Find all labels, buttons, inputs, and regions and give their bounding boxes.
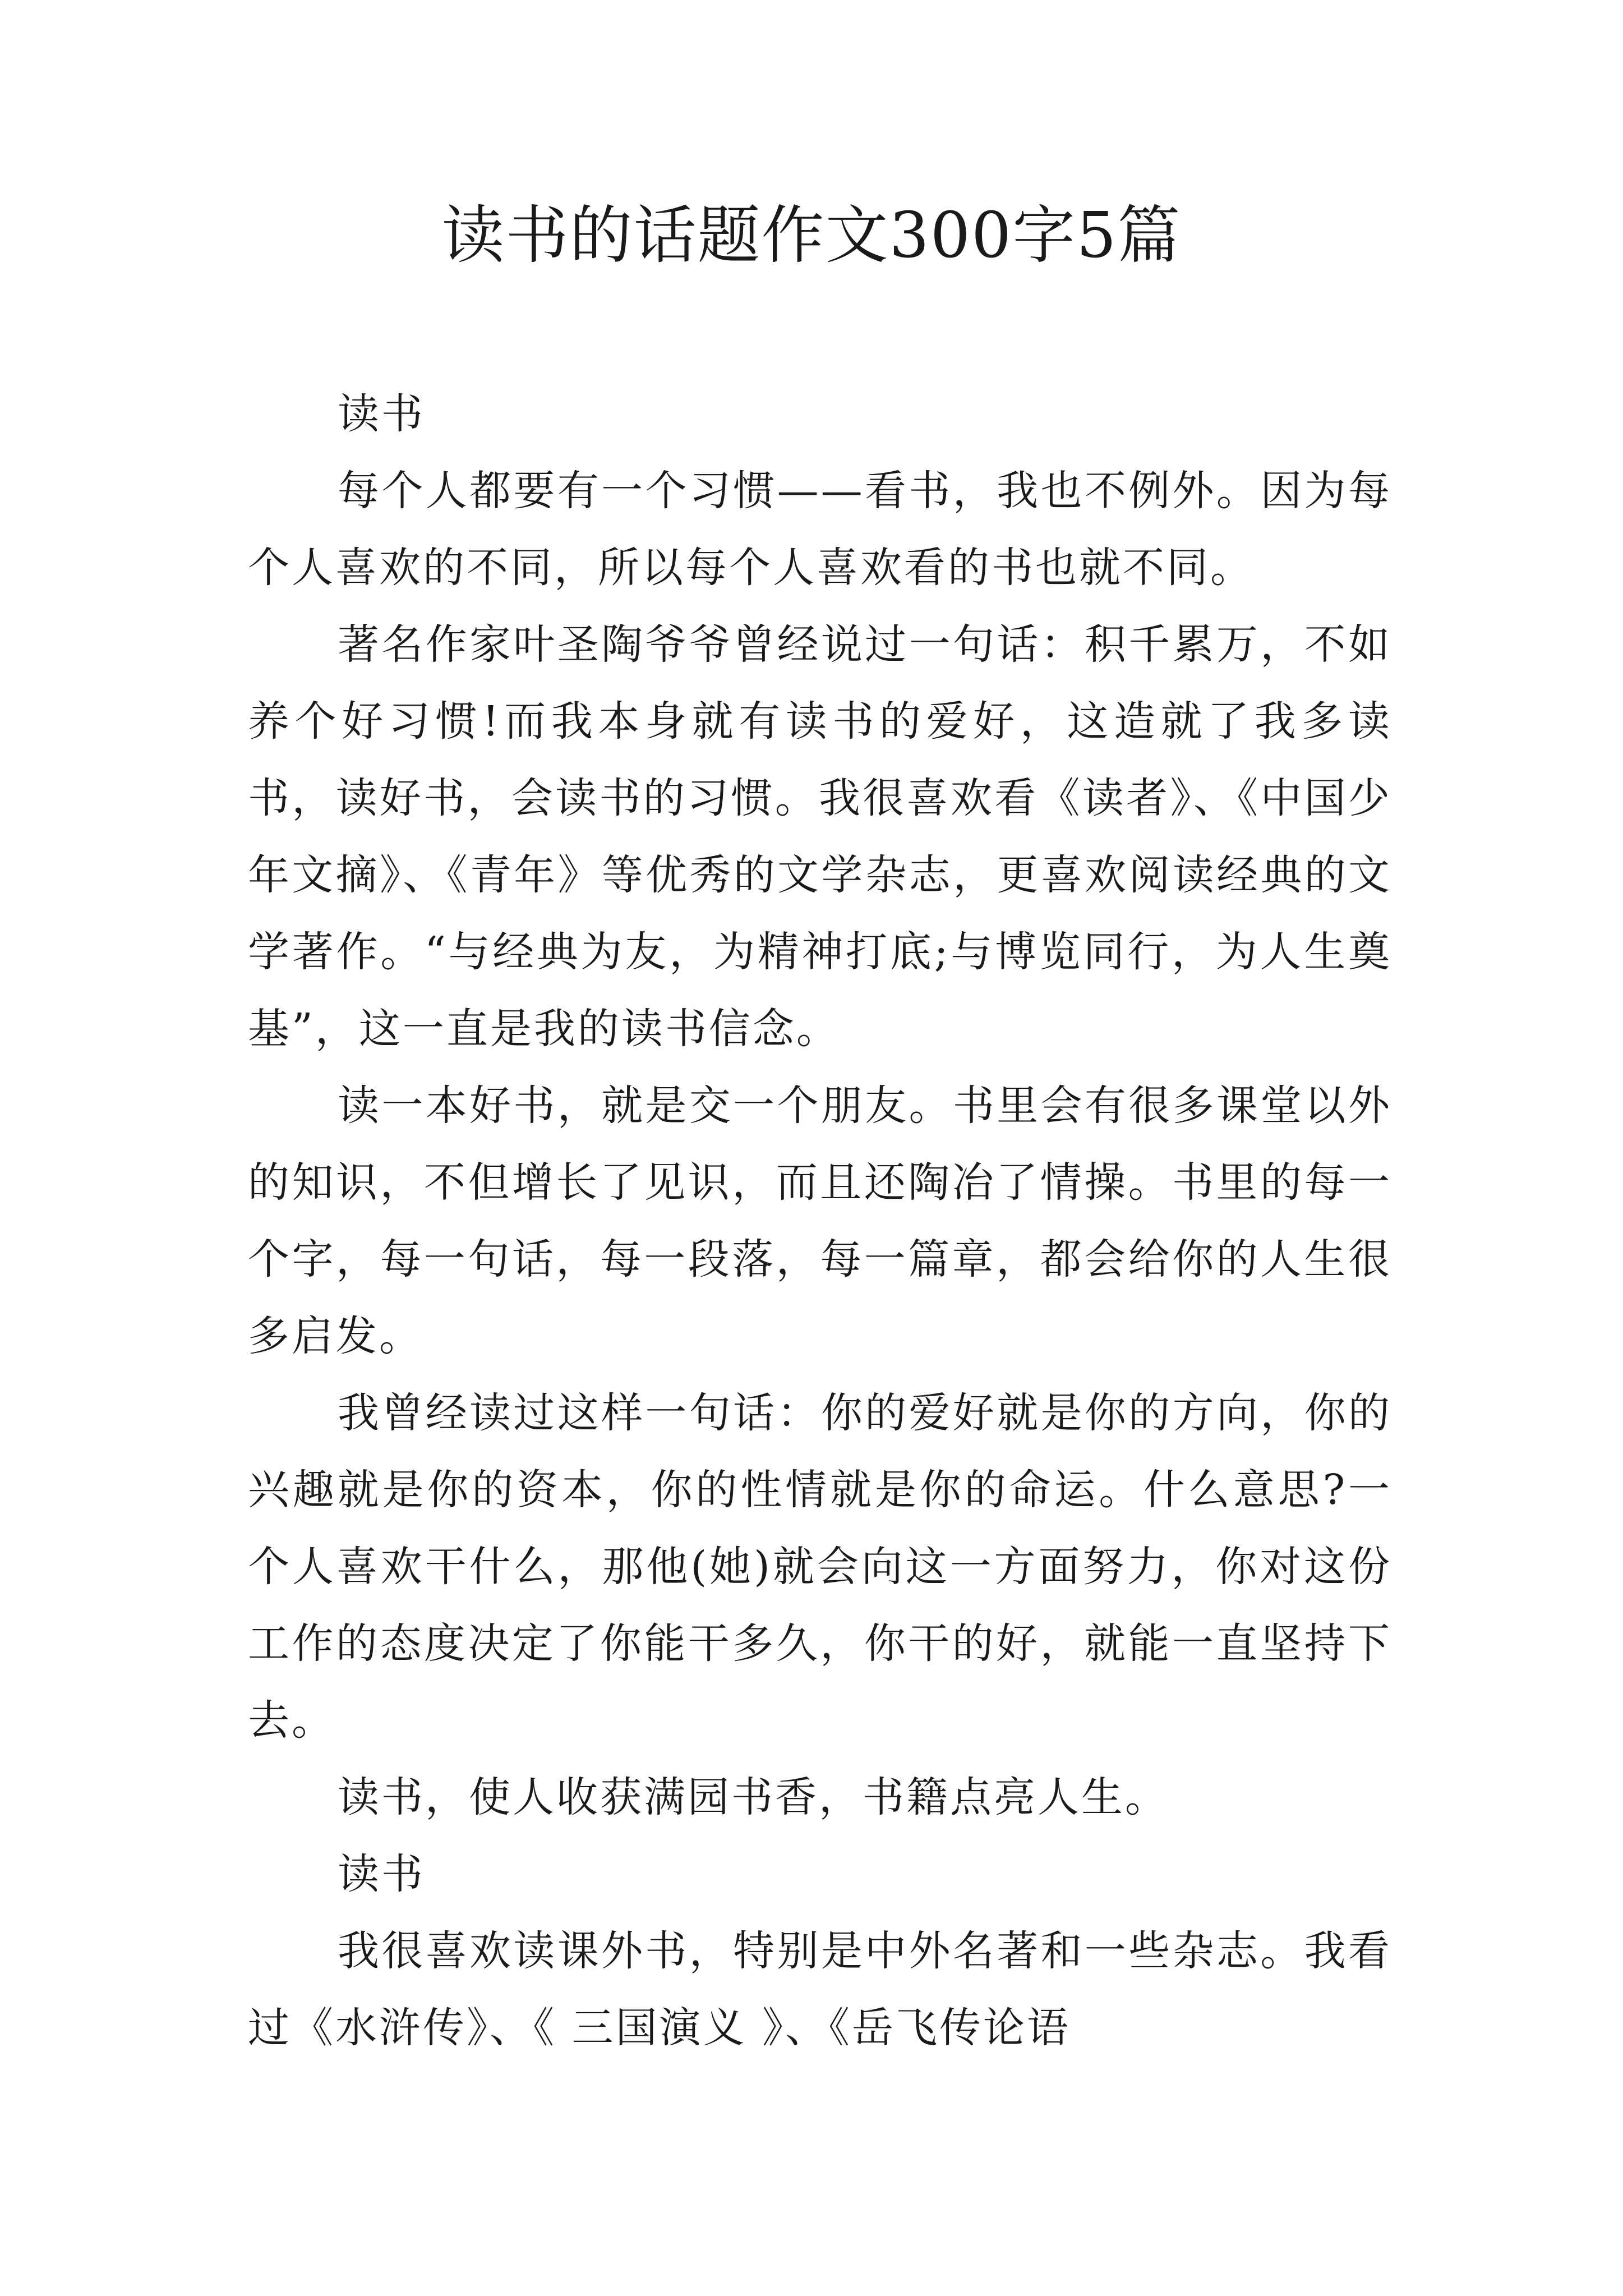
paragraph-heading-2: 读书: [338, 1850, 425, 1898]
document-body: [248, 376, 1392, 2067]
paragraph: 我曾经读过这样一句话：你的爱好就是你的方向，你的兴趣就是你的资本，你的性情就是你的命运。什么意思?一个人喜欢干什么，那他(她)就会向这一方面努力，你对这份工作的态度决定了你能干多久，你干的好，就能一直坚持下去。: [248, 1389, 1392, 1745]
paragraph: 每个人都要有一个习惯——看书，我也不例外。因为每个人喜欢的不同，所以每个人喜欢看的书也就不同。: [248, 467, 1392, 592]
paragraph: 读书，使人收获满园书香，书籍点亮人生。: [338, 1773, 1169, 1821]
paragraph: 读一本好书，就是交一个朋友。书里会有很多课堂以外的知识，不但增长了见识，而且还陶冶了情操。书里的每一个字，每一句话，每一段落，每一篇章，都会给你的人生很多启发。: [248, 1082, 1392, 1360]
paragraph-heading-1: 读书: [338, 390, 425, 438]
paragraph: 著名作家叶圣陶爷爷曾经说过一句话：积千累万，不如养个好习惯!而我本身就有读书的爱好，这造就了我多读书，读好书，会读书的习惯。我很喜欢看《读者》、《中国少年文摘》、《青年》等优秀的文学杂志，更喜欢阅读经典的文学著作。“与经典为友，为精神打底;与博览同行，为人生奠基”，这一直是我的读书信念。: [248, 620, 1392, 1053]
document-title: 读书的话题作文300字5篇: [441, 199, 1182, 272]
paragraph: 我很喜欢读课外书，特别是中外名著和一些杂志。我看过《水浒传》、《 三国演义 》、《岳飞传论语: [248, 1927, 1392, 2052]
